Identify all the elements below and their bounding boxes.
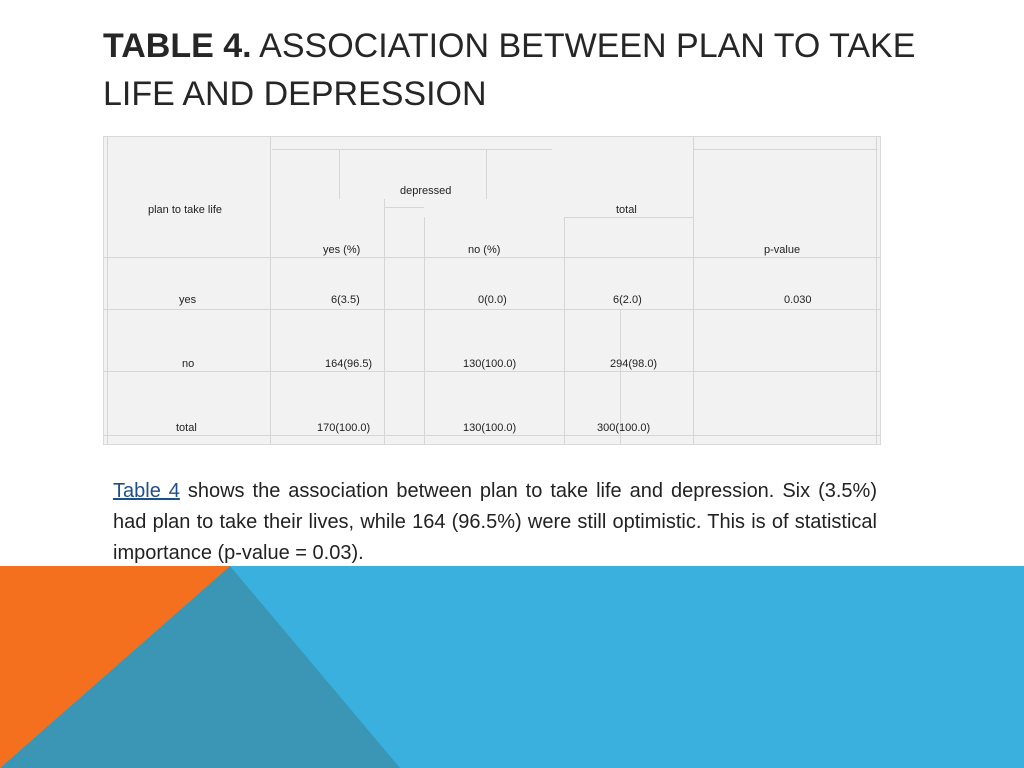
cell-no-yes: 164(96.5) (325, 358, 373, 370)
cell-yes-no: 0(0.0) (478, 294, 507, 306)
association-table (103, 136, 881, 445)
row-label-total: total (176, 422, 197, 434)
header-plan-to-take-life: plan to take life (148, 204, 222, 216)
cell-total-total: 300(100.0) (597, 422, 651, 434)
cell-total-yes: 170(100.0) (317, 422, 371, 434)
table-4-link[interactable]: Table 4 (113, 480, 180, 502)
header-depressed: depressed (400, 185, 452, 197)
row-label-no: no (182, 358, 195, 370)
slide-title (103, 22, 923, 118)
cell-total-no: 130(100.0) (463, 422, 517, 434)
cell-no-no: 130(100.0) (463, 358, 517, 370)
decorative-footer-shapes (0, 566, 1024, 768)
table-caption (113, 476, 877, 569)
header-no: no (%) (468, 244, 501, 256)
cell-yes-pvalue: 0.030 (784, 294, 812, 306)
caption-text: shows the association between plan to take life and depression. Six (3.5%) had plan to take their lives, while 164 (96.5%) were still optimistic. This is of statistical importance (p-value = 0.03). (113, 480, 877, 564)
cell-no-total: 294(98.0) (610, 358, 658, 370)
cell-yes-yes: 6(3.5) (331, 294, 360, 306)
header-yes: yes (%) (323, 244, 361, 256)
title-rest: ASSOCIATION BETWEEN PLAN TO TAKE LIFE AND DEPRESSION (103, 27, 916, 113)
header-p-value: p-value (764, 244, 801, 256)
header-total: total (616, 204, 637, 216)
cell-yes-total: 6(2.0) (613, 294, 642, 306)
row-label-yes: yes (179, 294, 197, 306)
title-bold: TABLE 4. (103, 27, 252, 65)
